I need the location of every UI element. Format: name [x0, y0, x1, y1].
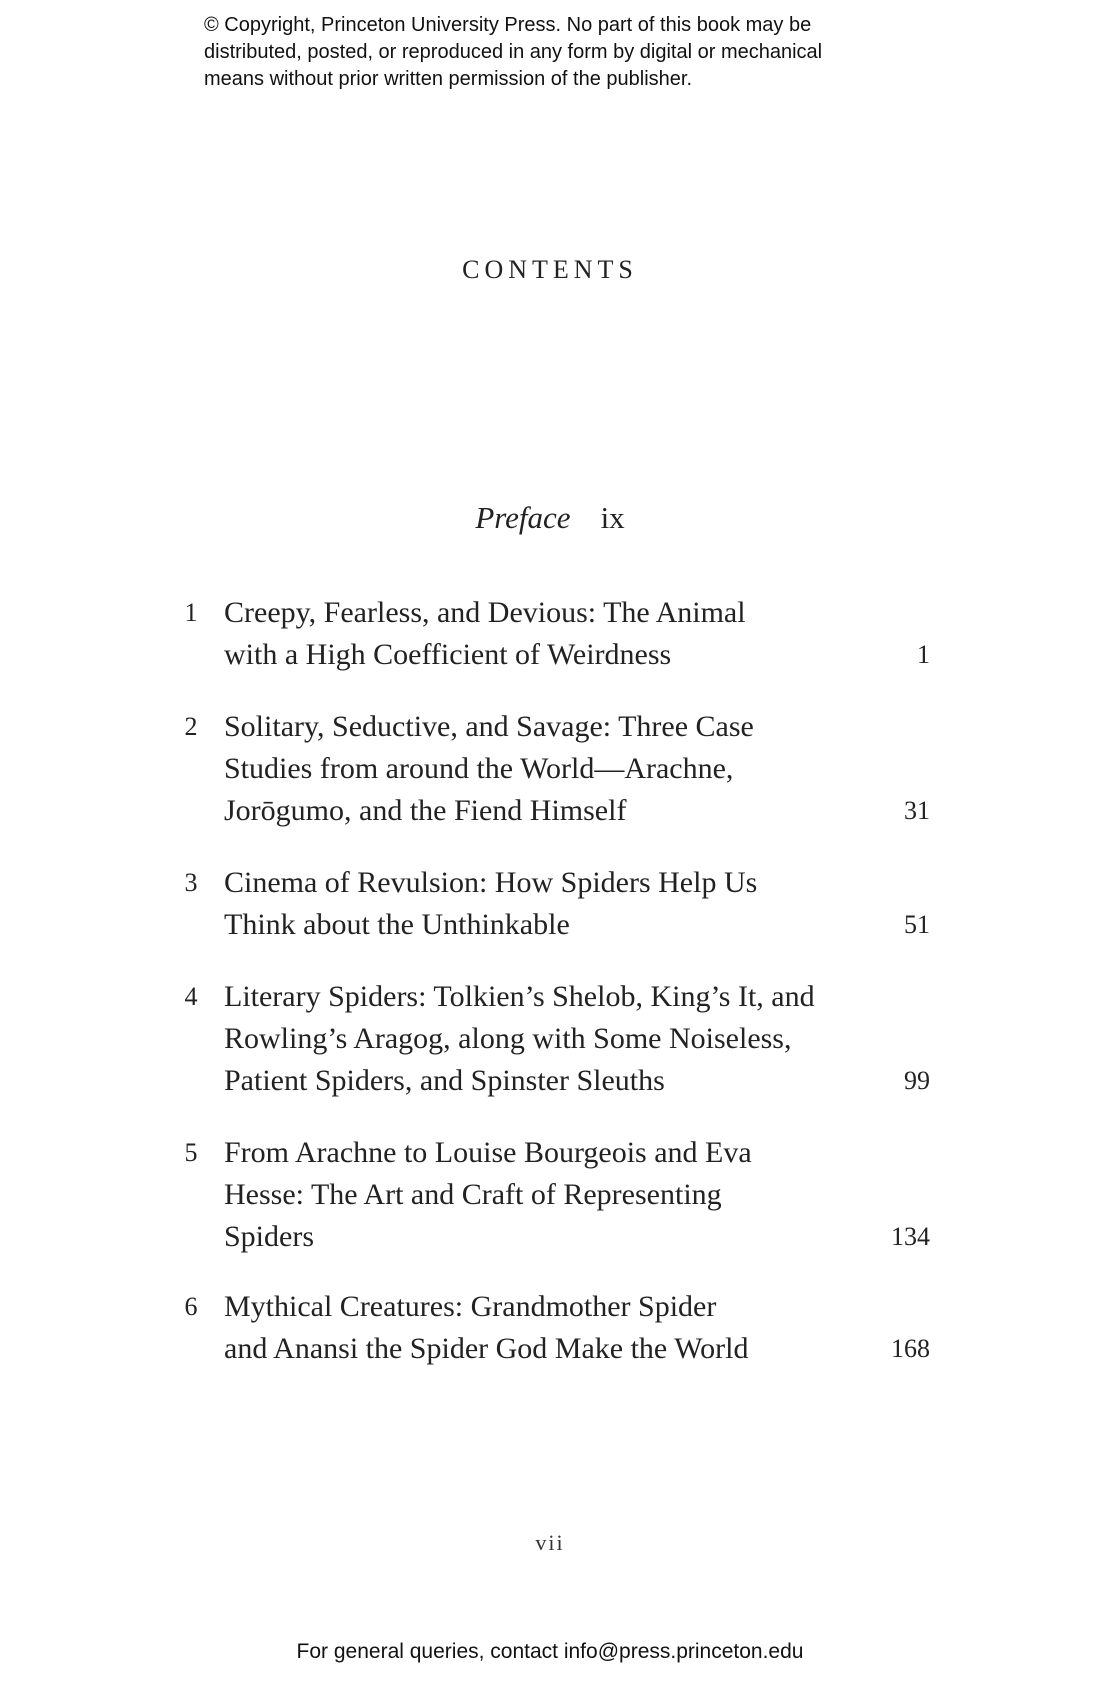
chapter-number: 6	[184, 1292, 198, 1321]
copyright-line: distributed, posted, or reproduced in any form by digital or mechanical	[204, 41, 823, 63]
chapter-title-line: Mythical Creatures: Grandmother Spider	[224, 1290, 717, 1323]
chapter-number: 1	[184, 598, 198, 627]
chapter-title-line: Spiders	[224, 1220, 314, 1253]
chapter-title	[224, 1286, 844, 1370]
chapter-title-line: Studies from around the World—Arachne,	[224, 752, 734, 785]
chapter-title-line: Rowling’s Aragog, along with Some Noiseless,	[224, 1022, 792, 1055]
toc-chapter-6[interactable]	[180, 1286, 930, 1370]
chapter-title	[224, 976, 844, 1102]
chapter-title	[224, 592, 844, 676]
chapter-title-line: and Anansi the Spider God Make the World	[224, 1332, 749, 1365]
chapter-title-line: with a High Coefficient of Weirdness	[224, 638, 672, 671]
chapter-page-number: 31	[904, 796, 930, 825]
chapter-title	[224, 706, 844, 832]
chapter-number: 3	[184, 868, 198, 897]
chapter-title-line: Cinema of Revulsion: How Spiders Help Us	[224, 866, 758, 899]
copyright-line: means without prior written permission of the publisher.	[204, 68, 693, 90]
chapter-title-line: Patient Spiders, and Spinster Sleuths	[224, 1064, 665, 1097]
preface-title: Preface	[475, 500, 571, 535]
preface-page-number: ix	[600, 500, 625, 535]
chapter-title	[224, 1132, 844, 1258]
chapter-number: 5	[184, 1138, 198, 1167]
chapter-title-line: Solitary, Seductive, and Savage: Three Case	[224, 710, 754, 743]
chapter-number: 4	[184, 982, 198, 1011]
toc-chapter-1[interactable]	[180, 592, 930, 676]
chapter-title-line: Creepy, Fearless, and Devious: The Animal	[224, 596, 746, 629]
footer-contact: For general queries, contact info@press.princeton.edu	[296, 1640, 804, 1663]
chapter-title-line: Literary Spiders: Tolkien’s Shelob, King’s It, and	[224, 980, 815, 1013]
toc-chapter-2[interactable]	[180, 706, 930, 832]
copyright-notice	[204, 12, 924, 93]
chapter-page-number: 168	[891, 1334, 930, 1363]
toc-chapter-4[interactable]	[180, 976, 930, 1102]
chapter-title	[224, 862, 844, 946]
toc-chapter-3[interactable]	[180, 862, 930, 946]
page-title: CONTENTS	[462, 255, 638, 284]
chapter-page-number: 99	[904, 1066, 930, 1095]
copyright-line: © Copyright, Princeton University Press. No part of this book may be	[204, 14, 812, 36]
chapter-title-line: Think about the Unthinkable	[224, 908, 570, 941]
chapter-title-line: Jorōgumo, and the Fiend Himself	[224, 794, 627, 827]
toc-preface-entry[interactable]	[0, 500, 1100, 536]
chapter-page-number: 134	[891, 1222, 930, 1251]
chapter-page-number: 1	[917, 640, 930, 669]
toc-chapter-5[interactable]	[180, 1132, 930, 1258]
chapter-page-number: 51	[904, 910, 930, 939]
chapter-title-line: Hesse: The Art and Craft of Representing	[224, 1178, 722, 1211]
chapter-title-line: From Arachne to Louise Bourgeois and Eva	[224, 1136, 752, 1169]
page-folio: vii	[535, 1530, 565, 1555]
chapter-number: 2	[184, 712, 198, 741]
